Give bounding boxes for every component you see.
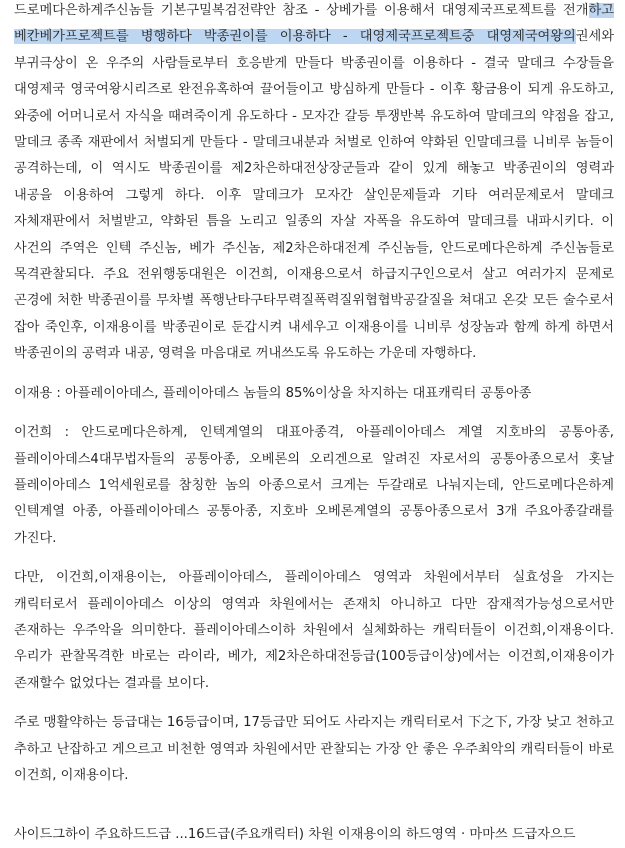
- paragraph-grade: 주로 맹활약하는 등급대는 16등급이며, 17등급만 되어도 사라지는 캐릭터로서 下之下, 가장 낮고 천하고 추하고 난잡하고 게으르고 비천한 영역과 차원에서만 관찰되는 가장 안 좋은 우주최악의 캐릭터들이 바로 이건희, 이재용이다.: [14, 715, 614, 783]
- selected-text-highlight[interactable]: 하고 베칸베가프로젝트를 병행하다 박종권이를 이용하다 - 대영제국프로젝트중 대영제국여왕의: [14, 3, 614, 45]
- paragraph-intro-after: 권세와 부귀극상이 온 우주의 사람들로부터 호응받게 만들다 박종권이를 이용하다 - 결국 말데크 수장들을 대영제국 영국여왕시리즈로 완전유혹하여 끌어들이고 방심하게 만들다 - 이후 황금용이 되게 유도하고, 와중에 어머니로서 자식을 때려죽이게 유도하다 - 모자간 갈등 투쟁반복 유도하여 말데크의 약점을 잡고, 말데크 종족 재판에서 처벌되게 만들다 - 말데크내분과 처벌로 인하여 약화된 인말데크를 니비루 놈들이 공격하는데, 이 역시도 박종권이를 제2차은하대전상장군들과 같이 있게 해놓고 박종권이의 영력과 내공을 이용하여 그렇게 하다. 이후 말데크가 모자간 살인문제들과 기타 여러문제로서 말데크 자체재판에서 처벌받고, 약화된 틈을 노리고 일종의 자살 자폭을 유도하여 말데크를 내파시키다. 이 사건의 주역은 인텍 주신놈, 베가 주신놈, 제2차은하대전계 주신놈들, 안드로메다은하계 주신놈들로 목격관찰되다. 주요 전위행동대원은 이건희, 이재용으로서 하급지구인으로서 살고 여러가지 문제로 곤경에 처한 박종권이를 무차별 폭행난타구타무력질폭력질위협협박공갈질을 쳐대고 온갖 모든 술수로서 잡아 죽인후, 이재용이를 박종권이로 둔갑시켜 내세우고 이재용이를 니비루 성장놈과 함께 하게 하면서 박종권이의 공력과 내공, 영력을 마음대로 꺼내쓰도록 유도하는 가운데 자행하다.: [14, 29, 614, 362]
- paragraph-cut-off: 사이드그하이 주요하드드급 ...16드급(주요캐릭터) 차원 이재용이의 하드영역 · 마마쓰 드급자으드: [14, 827, 576, 842]
- paragraph-lee-jaeyong: 이재용 : 아플레이아데스, 플레이아데스 놈들의 85%이상을 차지하는 대표캐릭터 공통아종: [14, 385, 532, 401]
- document-body: [14, 0, 614, 789]
- paragraph-scope: 다만, 이건희,이재용이는, 아플레이아데스, 플레이아데스 영역과 차원에서부터 실효성을 가지는 캐릭터로서 플레이아데스 이상의 영역과 차원에서는 존재치 아니하고 다만 잠재적가능성으로서만 존재하는 우주악을 의미한다. 플레이아데스이하 차원에서 실체화하는 캐릭터들이 이건희,이재용이다. 우리가 관찰목격한 바로는 라이라, 베가, 제2차은하대전등급(100등급이상)에서는 이건희,이재용이가 존재할수 없었다는 결과를 보이다.: [14, 570, 614, 691]
- right-margin: [619, 0, 625, 841]
- paragraph-intro: [14, 0, 614, 368]
- paragraph-lee-kunhee: 이건희 : 안드로메다은하계, 인텍계열의 대표아종격, 아플레이아데스 계열 지호바의 공통아종, 플레이아데스4대무법자들의 공통아종, 오베론의 오리겐으로 알려진 자로서의 공통아종으로서 홋날 플레이아데스 1억세원로를 참칭한 놈의 아종으로서 크게는 두갈래로 나눠지는데, 안드로메다은하계 인텍계열 아종, 아플레이아데스 공통아종, 지호바 오베론계열의 공통아종으로서 3개 주요아종갈래를 가진다.: [14, 425, 614, 546]
- paragraph-intro-before: 드로메다은하계주신놈들 기본구밀복검전략안 참조 - 상베가를 이용해서 대영제국프로젝트를 전개: [14, 3, 589, 18]
